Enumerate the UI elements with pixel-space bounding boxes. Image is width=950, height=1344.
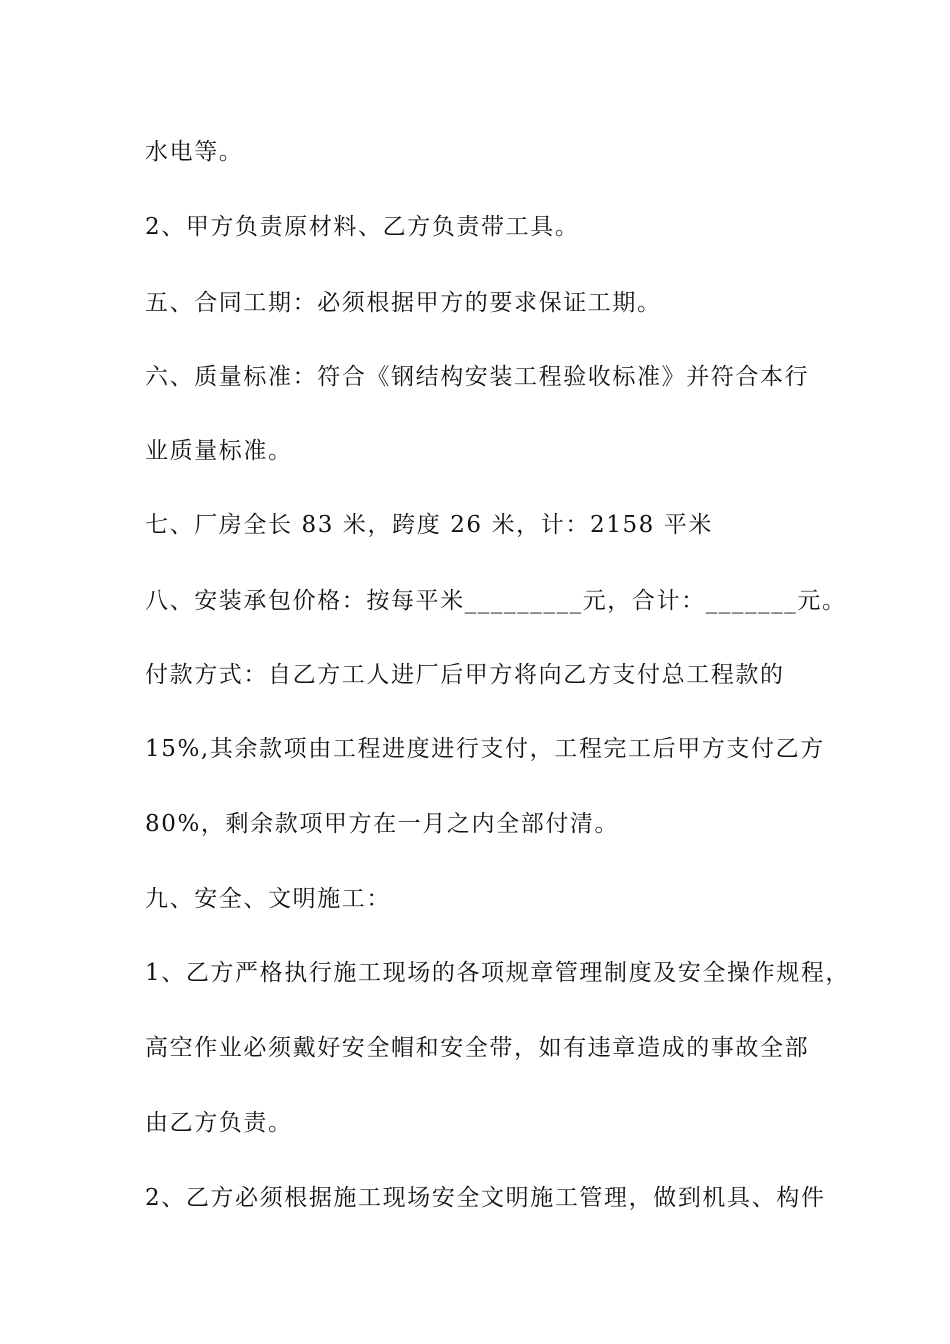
text-line-8: 付款方式：自乙方工人进厂后甲方将向乙方支付总工程款的 (145, 662, 785, 688)
text-line-2: 2、甲方负责原材料、乙方负责带工具。 (145, 214, 580, 240)
text-line-4: 六、质量标准：符合《钢结构安装工程验收标准》并符合本行 (145, 364, 810, 390)
text-line-3: 五、合同工期：必须根据甲方的要求保证工期。 (145, 290, 662, 316)
text-line-12: 1、乙方严格执行施工现场的各项规章管理制度及安全操作规程， (145, 960, 851, 986)
text-line-7: 八、安装承包价格：按每平米_________元，合计：_______元。 (145, 588, 847, 614)
text-line-11: 九、安全、文明施工： (145, 886, 391, 912)
text-line-13: 高空作业必须戴好安全帽和安全带，如有违章造成的事故全部 (145, 1035, 810, 1061)
text-line-1: 水电等。 (145, 139, 244, 165)
text-line-6: 七、厂房全长 83 米，跨度 26 米，计：2158 平米 (145, 512, 714, 538)
text-line-10: 80%，剩余款项甲方在一月之内全部付清。 (145, 811, 620, 837)
text-line-9: 15%,其余款项由工程进度进行支付，工程完工后甲方支付乙方 (145, 736, 825, 762)
text-line-14: 由乙方负责。 (145, 1110, 293, 1136)
text-line-5: 业质量标准。 (145, 438, 293, 464)
text-line-15: 2、乙方必须根据施工现场安全文明施工管理，做到机具、构件 (145, 1185, 826, 1211)
